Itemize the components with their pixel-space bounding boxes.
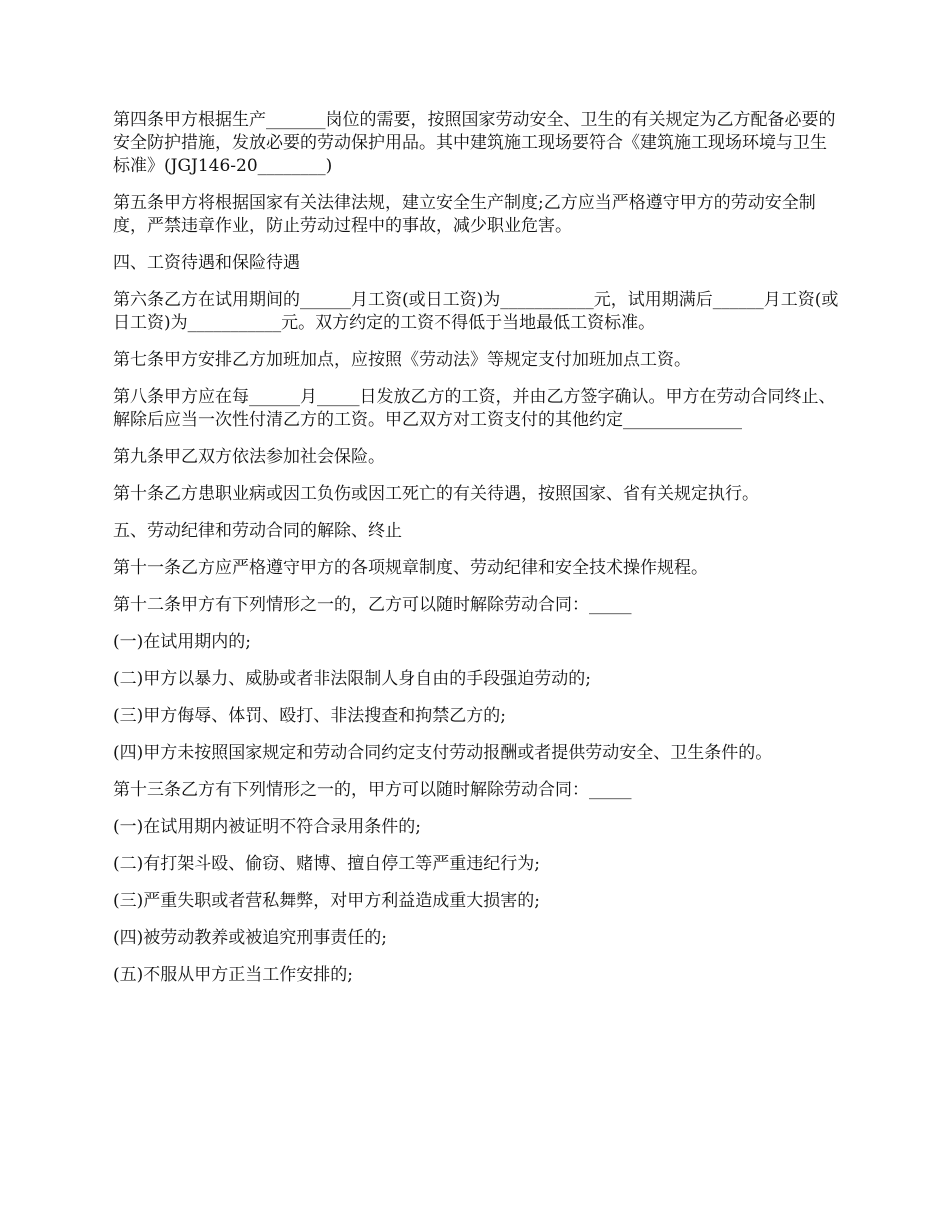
clause-13-item-1: (一)在试用期内被证明不符合录用条件的; — [113, 817, 421, 837]
clause-13-item-5: (五)不服从甲方正当工作安排的; — [113, 965, 353, 985]
section-heading-wages: 四、工资待遇和保险待遇 — [113, 253, 300, 273]
section-heading-discipline: 五、劳动纪律和劳动合同的解除、终止 — [113, 521, 402, 541]
clause-12: 第十二条甲方有下列情形之一的，乙方可以随时解除劳动合同：_____ — [113, 595, 632, 615]
clause-12-item-4: (四)甲方未按照国家规定和劳动合同约定支付劳动报酬或者提供劳动安全、卫生条件的。 — [113, 743, 773, 763]
clause-7: 第七条甲方安排乙方加班加点，应按照《劳动法》等规定支付加班加点工资。 — [113, 350, 691, 370]
clause-13-item-4: (四)被劳动教养或被追究刑事责任的; — [113, 928, 387, 948]
clause-11: 第十一条乙方应严格遵守甲方的各项规章制度、劳动纪律和安全技术操作规程。 — [113, 558, 708, 578]
clause-6: 第六条乙方在试用期间的______月工资(或日工资)为___________元，试用期满后______月工资(或日工资)为___________元。双方约定的工资不得低于当地最低工资标准。 — [113, 290, 839, 333]
clause-12-item-1: (一)在试用期内的; — [113, 632, 251, 652]
clause-5: 第五条甲方将根据国家有关法律法规，建立安全生产制度;乙方应当严格遵守甲方的劳动安全制度，严禁违章作业，防止劳动过程中的事故，减少职业危害。 — [113, 193, 816, 236]
clause-12-item-2: (二)甲方以暴力、威胁或者非法限制人身自由的手段强迫劳动的; — [113, 669, 591, 689]
clause-13-item-3: (三)严重失职或者营私舞弊，对甲方利益造成重大损害的; — [113, 891, 540, 911]
clause-8: 第八条甲方应在每______月_____日发放乙方的工资，并由乙方签字确认。甲方在劳动合同终止、解除后应当一次性付清乙方的工资。甲乙双方对工资支付的其他约定______________ — [113, 387, 836, 430]
clause-13: 第十三条乙方有下列情形之一的，甲方可以随时解除劳动合同：_____ — [113, 780, 632, 800]
clause-13-item-2: (二)有打架斗殴、偷窃、赌博、擅自停工等严重违纪行为; — [113, 854, 540, 874]
clause-9: 第九条甲乙双方依法参加社会保险。 — [113, 447, 385, 467]
clause-4: 第四条甲方根据生产_______岗位的需要，按照国家劳动安全、卫生的有关规定为乙方配备必要的安全防护措施，发放必要的劳动保护用品。其中建筑施工现场要符合《建筑施工现场环境与卫生标准》(JGJ146-20________) — [113, 110, 836, 176]
clause-12-item-3: (三)甲方侮辱、体罚、殴打、非法搜查和拘禁乙方的; — [113, 706, 506, 726]
document-body — [113, 109, 843, 1001]
clause-10: 第十条乙方患职业病或因工负伤或因工死亡的有关待遇，按照国家、省有关规定执行。 — [113, 484, 759, 504]
